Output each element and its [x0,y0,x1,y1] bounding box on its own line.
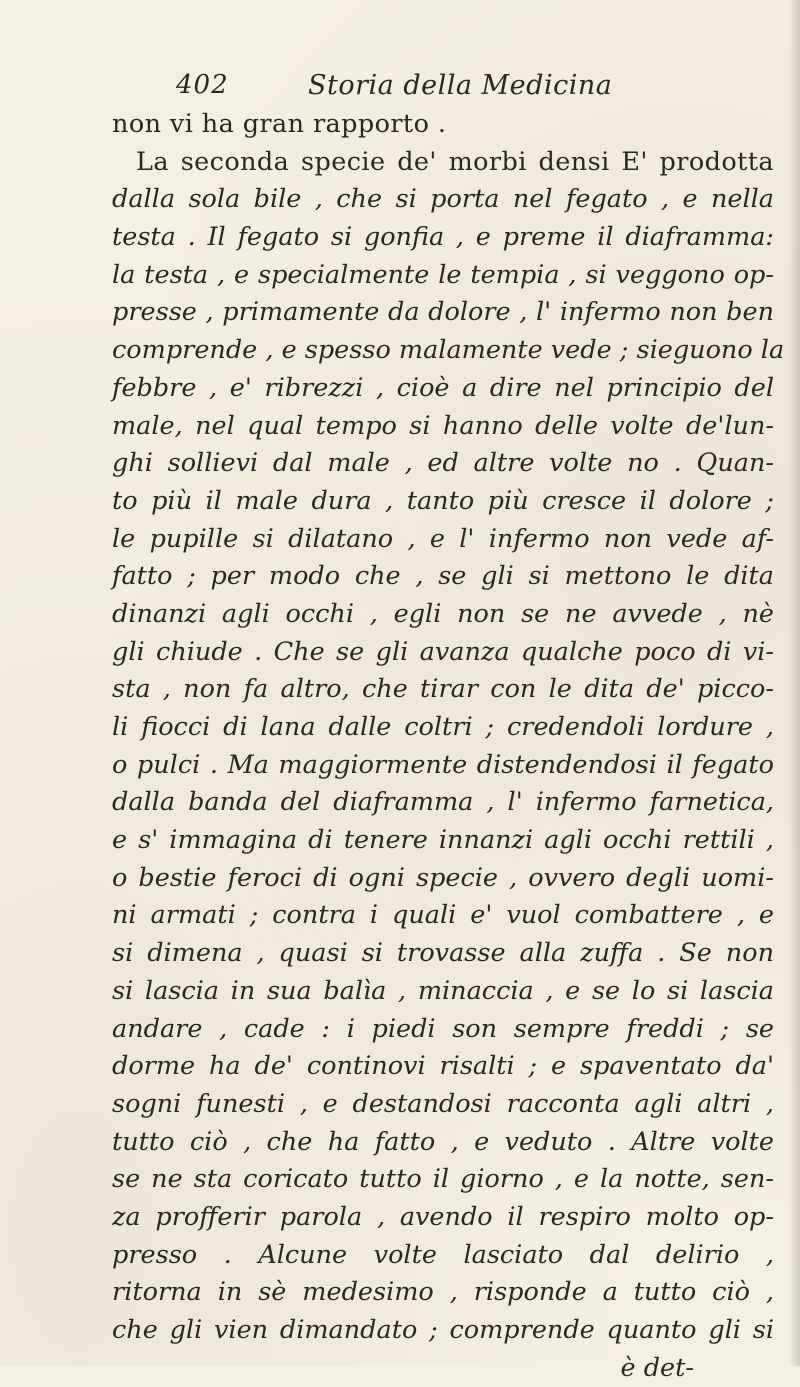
running-head [168,70,688,110]
text-line: La seconda specie de' morbi densi E' prodotta [136,146,774,177]
page-edge-shadow [788,0,800,1366]
body-text [112,106,785,1387]
text-line: sogni funesti , e destandosi racconta agli altri , [112,1088,774,1119]
text-line: o pulci . Ma maggiormente distendendosi il fegato [112,749,774,780]
text-line: testa . Il fegato si gonfia , e preme il diaframma: [112,222,774,253]
text-line: le pupille si dilatano , e l' infermo non vede af- [112,523,774,554]
text-line: che gli vien dimandato ; comprende quanto gli si [112,1315,774,1345]
text-line: o bestie feroci di ogni specie , ovvero degli uomi- [112,862,774,893]
text-line: e s' immagina di tenere innanzi agli occhi rettili , [112,825,774,856]
text-line: tutto ciò , che ha fatto , e veduto . Altre volte [112,1126,774,1157]
text-line: ni armati ; contra i quali e' vuol combattere , e [112,900,774,931]
text-line: to più il male dura , tanto più cresce il dolore ; [112,485,774,516]
text-line: gli chiude . Che se gli avanza qualche poco di vi- [112,636,774,667]
catchword-line [112,1350,774,1387]
text-line: dinanzi agli occhi , egli non se ne avvede , nè [112,598,774,629]
text-line: si dimena , quasi si trovasse alla zuffa . Se non [112,938,774,969]
text-line: non vi ha gran rapporto . [112,109,447,139]
text-line: presse , primamente da dolore , l' infermo non ben [112,297,774,328]
text-line: ritorna in sè medesimo , risponde a tutto ciò , [112,1277,774,1308]
text-line: li fiocci di lana dalle coltri ; credendoli lordure , [112,712,774,742]
running-title: Storia della Medicina [308,70,613,101]
text-line: comprende , e spesso malamente vede ; sieguono la [112,335,785,366]
text-line: presso . Alcune volte lasciato dal delirio , [112,1239,774,1270]
text-line: dalla sola bile , che si porta nel fegato , e nella [112,184,774,215]
page-number: 402 [176,70,229,100]
text-line: andare , cade : i piedi son sempre freddi ; se [112,1013,774,1044]
text-line: febbre , e' ribrezzi , cioè a dire nel principio del [112,372,774,403]
text-line: za profferir parola , avendo il respiro molto op- [112,1201,774,1232]
text-line: dorme ha de' continovi risalti ; e spaventato da' [112,1051,774,1082]
text-line: sta , non fa altro, che tirar con le dita de' picco- [112,674,774,705]
text-line: se ne sta coricato tutto il giorno , e la notte, sen- [112,1164,774,1195]
text-line: ghi sollievi dal male , ed altre volte no . Quan- [112,448,774,479]
text-line: fatto ; per modo che , se gli si mettono le dita [112,561,774,592]
text-line: dalla banda del diaframma , l' infermo farnetica, [112,787,774,818]
text-line: si lascia in sua balìa , minaccia , e se lo si lascia [112,975,774,1006]
text-line: male, nel qual tempo si hanno delle volte de'lun- [112,410,774,441]
catchword: è det- [620,1352,694,1383]
text-line: la testa , e specialmente le tempia , si veggono op- [112,259,774,290]
